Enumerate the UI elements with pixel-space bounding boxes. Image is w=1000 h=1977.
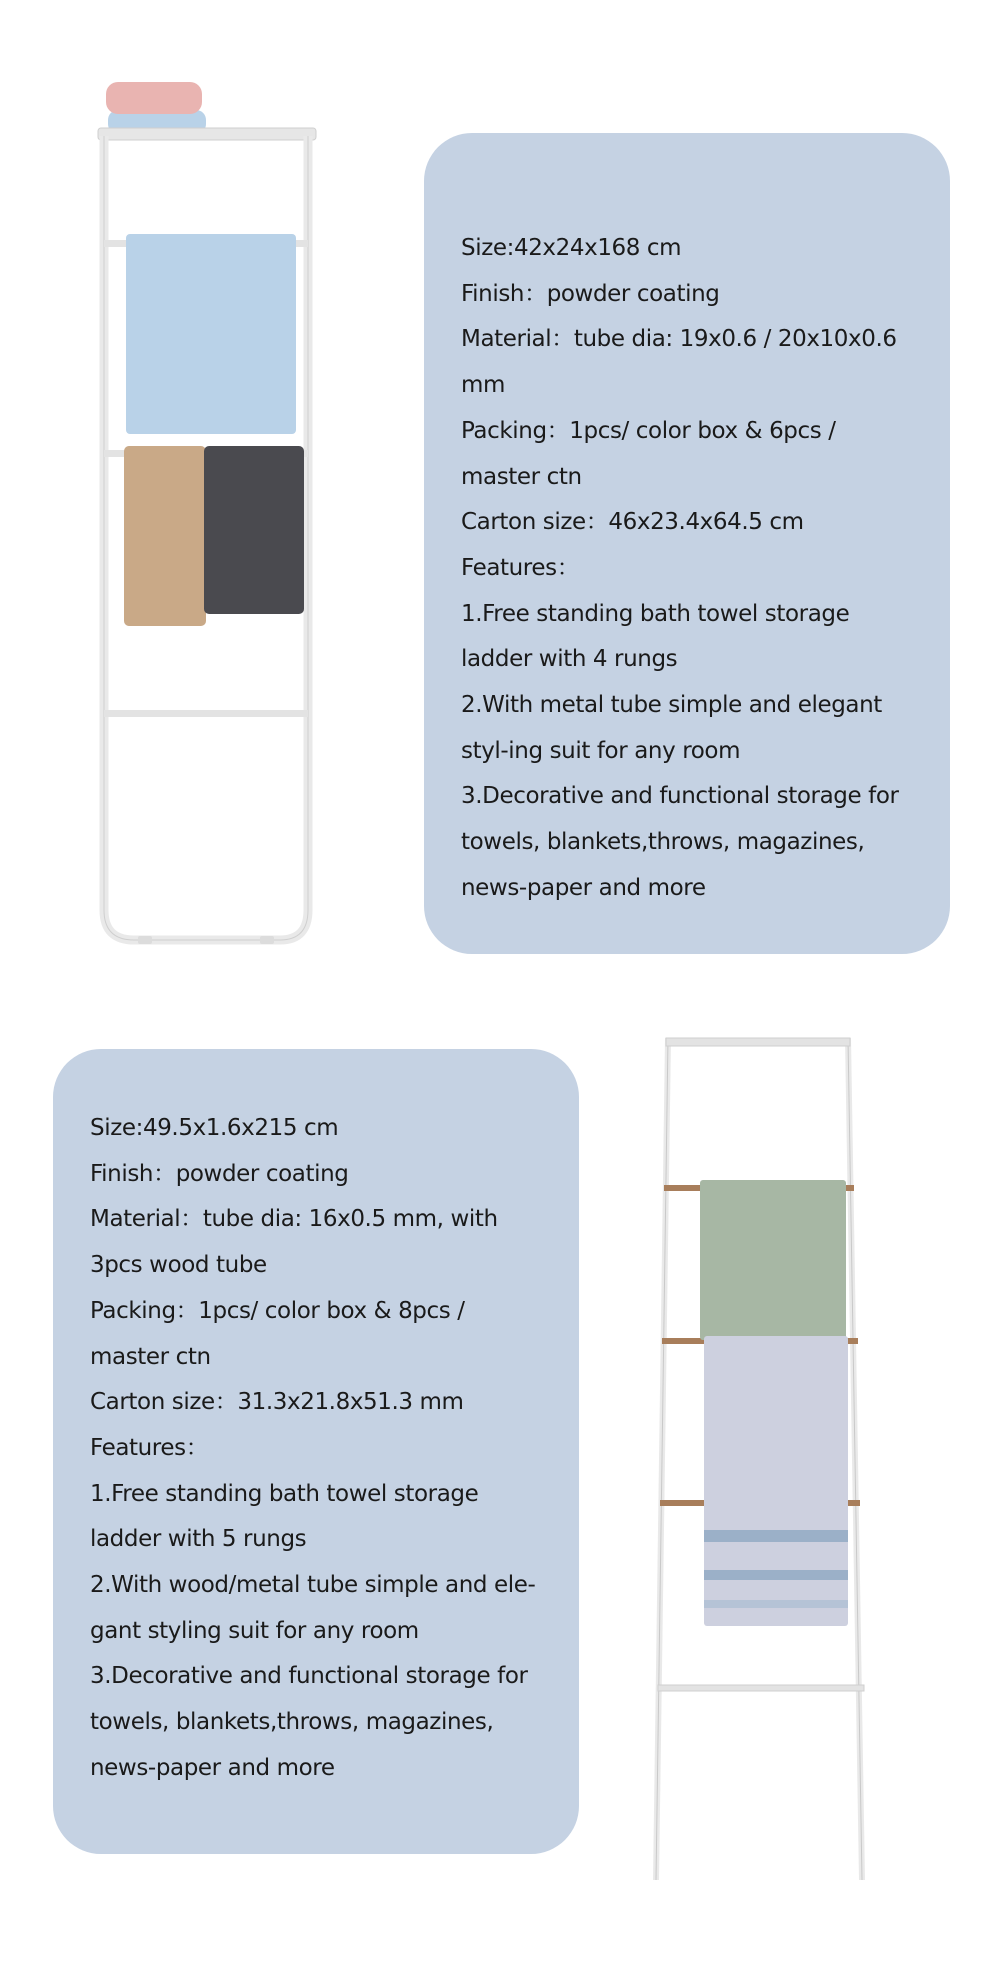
spec-size: Size:49.5x1.6x215 cm (90, 1115, 339, 1141)
spec-carton-size: Carton size：31.3x21.8x51.3 mm (90, 1389, 464, 1416)
towel-ladder-image-wood (640, 1030, 880, 1890)
towel-lightblue (126, 234, 296, 434)
spec-features-label: Features： (461, 554, 580, 581)
feature-item: 1.Free standing bath towel storage ladder with 4 rungs (461, 600, 850, 673)
feature-item: 2.With metal tube simple and elegant styl-ing suit for any room (461, 692, 882, 764)
spec-packing: Packing：1pcs/ color box & 6pcs / master ctn (461, 417, 836, 490)
feature-item: 2.With wood/metal tube simple and ele-gant styling suit for any room (90, 1572, 536, 1644)
spec-card-2 (53, 1049, 579, 1854)
spec-packing: Packing：1pcs/ color box & 8pcs / master ctn (90, 1297, 465, 1370)
ladder-rung-top (666, 1038, 850, 1046)
spec-size: Size:42x24x168 cm (461, 235, 682, 261)
towel-sage (700, 1180, 846, 1340)
feature-item: 3.Decorative and functional storage for towels, blankets,throws, magazines, news-paper and more (90, 1663, 528, 1781)
ladder-rung (104, 710, 308, 717)
ladder-shelf (98, 128, 316, 140)
spec-material: Material：tube dia: 16x0.5 mm, with 3pcs wood tube (90, 1206, 498, 1279)
spec-card-1 (424, 133, 950, 954)
towel-ladder-image-shelf (90, 70, 330, 950)
ladder-foot (138, 936, 152, 944)
towel-lavender (704, 1336, 848, 1626)
towel-stripe (704, 1530, 848, 1542)
ladder-foot (260, 936, 274, 944)
towel-stripe (704, 1570, 848, 1580)
towel-charcoal (204, 446, 304, 614)
ladder-rung-bottom (658, 1685, 864, 1691)
folded-towel-pink (106, 82, 202, 114)
towel-tan (124, 446, 206, 626)
spec-material: Material：tube dia: 19x0.6 / 20x10x0.6 mm (461, 326, 897, 399)
feature-item: 3.Decorative and functional storage for towels, blankets,throws, magazines, news-paper and more (461, 783, 899, 901)
spec-finish: Finish：powder coating (461, 280, 720, 307)
product-section-2 (0, 1000, 1000, 1977)
feature-item: 1.Free standing bath towel storage ladder with 5 rungs (90, 1480, 479, 1553)
towel-stripe (704, 1600, 848, 1608)
product-section-1 (0, 0, 1000, 980)
spec-finish: Finish：powder coating (90, 1160, 349, 1187)
spec-features-label: Features： (90, 1434, 209, 1461)
spec-carton-size: Carton size：46x23.4x64.5 cm (461, 509, 804, 536)
